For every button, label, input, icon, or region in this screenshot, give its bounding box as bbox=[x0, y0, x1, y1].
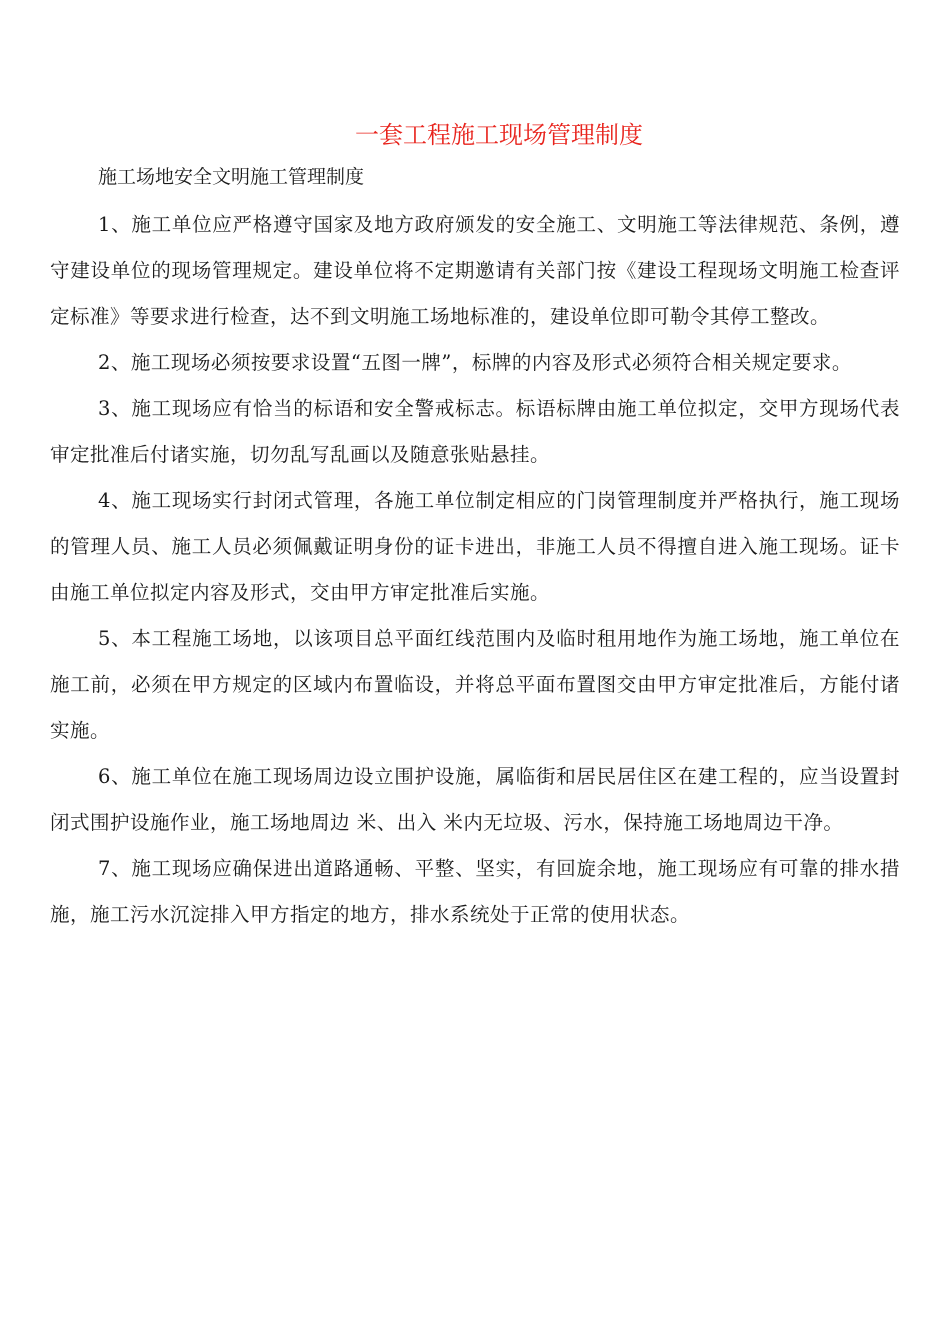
paragraph-7: 7、施工现场应确保进出道路通畅、平整、坚实，有回旋余地，施工现场应有可靠的排水措施，施工污水沉淀排入甲方指定的地方，排水系统处于正常的使用状态。 bbox=[50, 857, 900, 926]
paragraph-2: 2、施工现场必须按要求设置“五图一牌”，标牌的内容及形式必须符合相关规定要求。 bbox=[98, 351, 852, 374]
document-title: 一套工程施工现场管理制度 bbox=[355, 121, 643, 149]
paragraph-4: 4、施工现场实行封闭式管理，各施工单位制定相应的门岗管理制度并严格执行，施工现场的管理人员、施工人员必须佩戴证明身份的证卡进出，非施工人员不得擅自进入施工现场。证卡由施工单位拟定内容及形式，交由甲方审定批准后实施。 bbox=[50, 489, 900, 604]
section-heading: 施工场地安全文明施工管理制度 bbox=[98, 166, 365, 188]
paragraph-6: 6、施工单位在施工现场周边设立围护设施，属临街和居民居住区在建工程的，应当设置封闭式围护设施作业，施工场地周边 米、出入 米内无垃圾、污水，保持施工场地周边干净。 bbox=[50, 765, 900, 834]
paragraph-3: 3、施工现场应有恰当的标语和安全警戒标志。标语标牌由施工单位拟定，交甲方现场代表审定批准后付诸实施，切勿乱写乱画以及随意张贴悬挂。 bbox=[50, 397, 900, 466]
paragraph-1: 1、施工单位应严格遵守国家及地方政府颁发的安全施工、文明施工等法律规范、条例，遵守建设单位的现场管理规定。建设单位将不定期邀请有关部门按《建设工程现场文明施工检查评定标准》等要求进行检查，达不到文明施工场地标准的，建设单位即可勒令其停工整改。 bbox=[50, 213, 900, 328]
paragraph-5: 5、本工程施工场地，以该项目总平面红线范围内及临时租用地作为施工场地，施工单位在施工前，必须在甲方规定的区域内布置临设，并将总平面布置图交由甲方审定批准后，方能付诸实施。 bbox=[50, 627, 900, 742]
